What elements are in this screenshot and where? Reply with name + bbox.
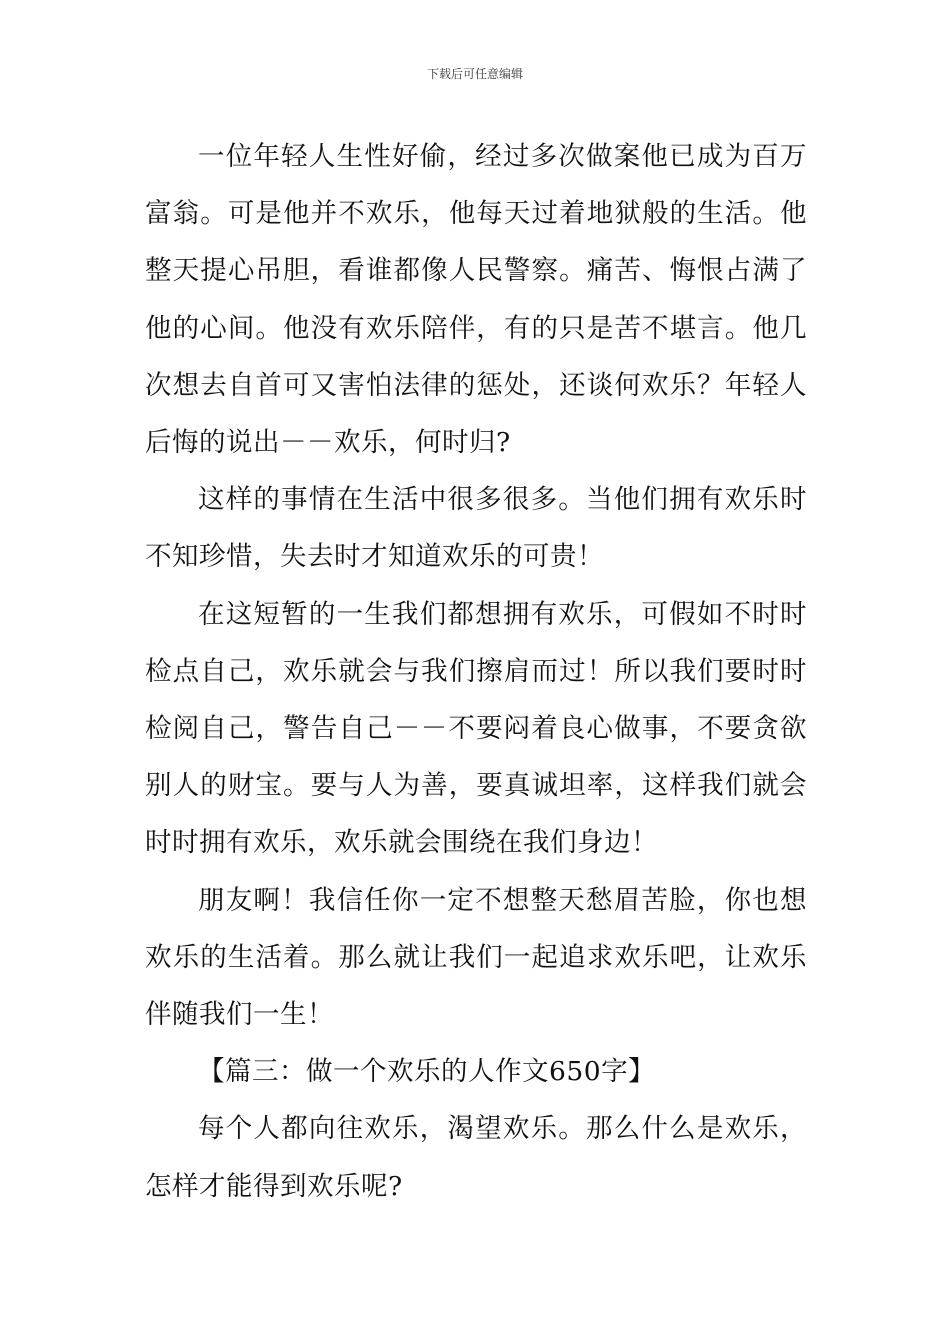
paragraph-2: 这样的事情在生活中很多很多。当他们拥有欢乐时不知珍惜，失去时才知道欢乐的可贵！ — [145, 484, 807, 573]
document-body — [145, 128, 807, 1215]
paragraph-4: 朋友啊！我信任你一定不想整天愁眉苦脸，你也想欢乐的生活着。那么就让我们一起追求欢乐吧，让欢乐伴随我们一生！ — [145, 884, 807, 1031]
paragraph-1: 一位年轻人生性好偷，经过多次做案他已成为百万富翁。可是他并不欢乐，他每天过着地狱般的生活。他整天提心吊胆，看谁都像人民警察。痛苦、悔恨占满了他的心间。他没有欢乐陪伴，有的只是苦不堪言。他几次想去自首可又害怕法律的惩处，还谈何欢乐？年轻人后悔的说出－－欢乐，何时归? — [145, 141, 807, 459]
section-heading: 【篇三：做一个欢乐的人作文650字】 — [198, 1056, 656, 1088]
paragraph-5: 每个人都向往欢乐，渴望欢乐。那么什么是欢乐，怎样才能得到欢乐呢? — [145, 1113, 807, 1202]
header-note: 下载后可任意编辑 — [426, 67, 523, 81]
paragraph-3: 在这短暂的一生我们都想拥有欢乐，可假如不时时检点自己，欢乐就会与我们擦肩而过！所以我们要时时检阅自己，警告自己－－不要闷着良心做事，不要贪欲别人的财宝。要与人为善，要真诚坦率，这样我们就会时时拥有欢乐，欢乐就会围绕在我们身边！ — [145, 598, 807, 859]
